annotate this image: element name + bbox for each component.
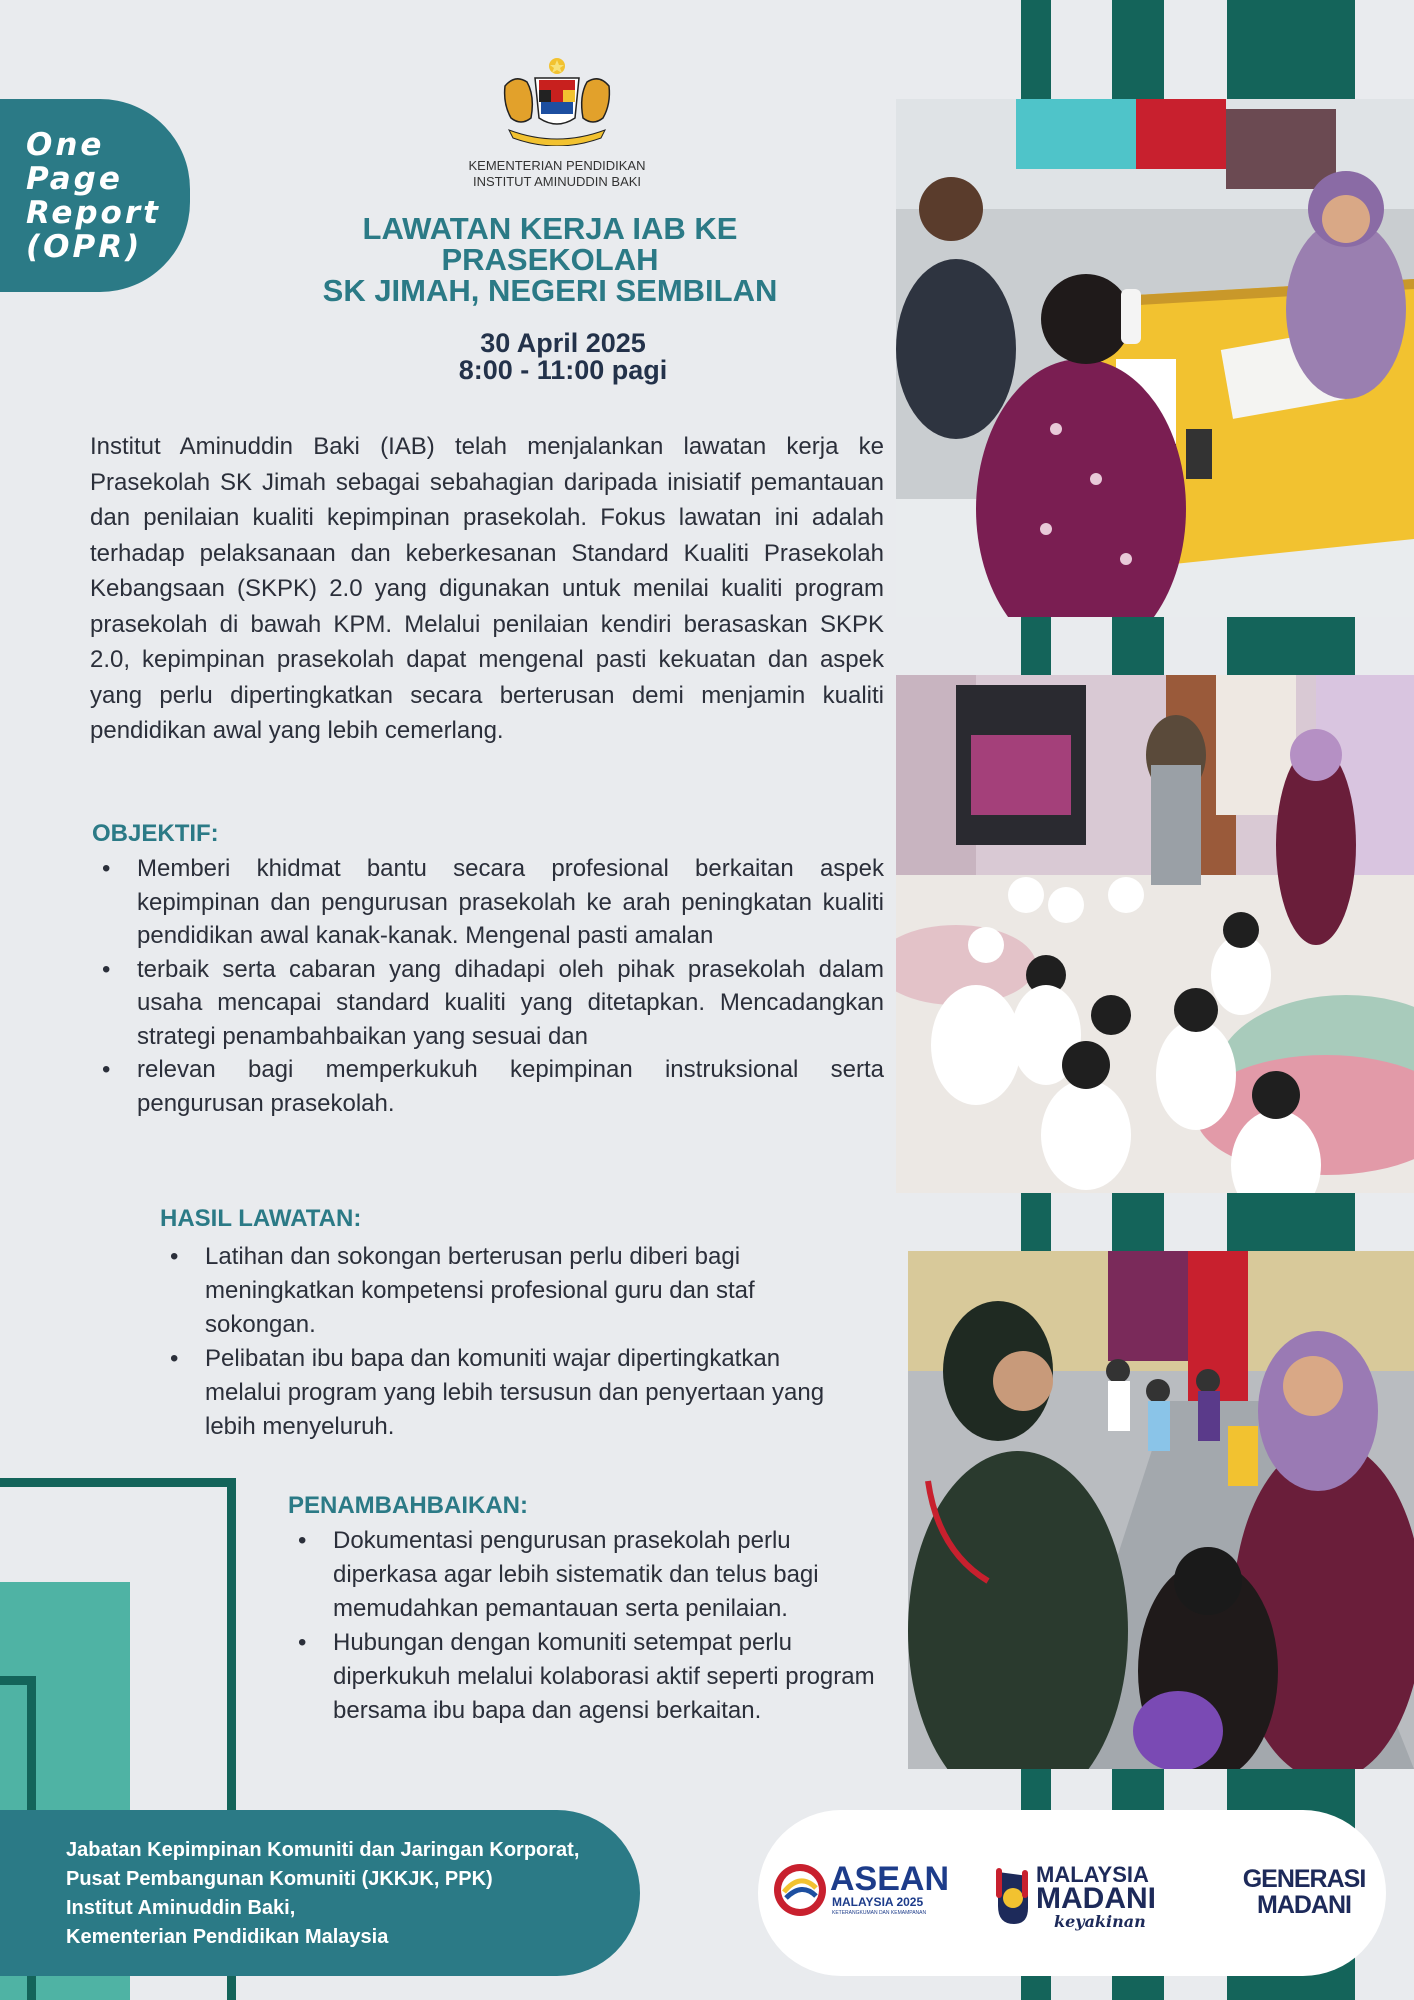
objektif-heading: OBJEKTIF:: [92, 820, 219, 847]
hasil-list: [160, 1240, 860, 1444]
penambahbaikan-list: [288, 1524, 888, 1728]
hasil-heading: HASIL LAWATAN:: [160, 1205, 362, 1232]
list-item: • Latihan dan sokongan berterusan perlu diberi bagi meningkatkan kompetensi profesional guru dan staf sokongan.: [160, 1240, 860, 1342]
ministry-name: KEMENTERIAN PENDIDIKAN INSTITUT AMINUDDIN BAKI: [468, 158, 646, 189]
objektif-list: [92, 852, 884, 1120]
photo-meeting: [896, 99, 1414, 617]
photo-classroom: [896, 675, 1414, 1193]
madani-hand-icon: [992, 1862, 1032, 1926]
list-item: • Hubungan dengan komuniti setempat perlu diperkukuh melalui kolaborasi aktif seperti program bersama ibu bapa dan agensi berkaitan.: [288, 1626, 888, 1728]
photo-greeting: [908, 1251, 1414, 1769]
list-item: • relevan bagi memperkukuh kepimpinan instruksional serta pengurusan prasekolah.: [92, 1053, 884, 1120]
asean-malaysia-logo: ASEAN MALAYSIA 2025 KETERANGKUMAN DAN KEMAMPANAN: [772, 1860, 936, 1930]
visit-date: 30 April 2025 8:00 - 11:00 pagi: [458, 328, 668, 385]
malaysia-madani-logo: MALAYSIA MADANI keyakinan: [992, 1858, 1168, 1934]
opr-badge-text: One Page Report (OPR): [26, 127, 161, 265]
list-item: • Memberi khidmat bantu secara profesional berkaitan aspek kepimpinan dan pengurusan prasekolah ke arah peningkatan kualiti pendidikan awal kanak-kanak. Mengenal pasti amalan: [92, 852, 884, 953]
list-item: • Dokumentasi pengurusan prasekolah perlu diperkasa agar lebih sistematik dan telus bagi memudahkan pemantauan serta penilaian.: [288, 1524, 888, 1626]
malaysia-coat-of-arms-icon: [495, 56, 619, 146]
list-item: • Pelibatan ibu bapa dan komuniti wajar dipertingkatkan melalui program yang lebih tersusun dan penyertaan yang lebih menyeluruh.: [160, 1342, 860, 1444]
page-title: LAWATAN KERJA IAB KE PRASEKOLAH SK JIMAH, NEGERI SEMBILAN: [322, 211, 778, 308]
list-item: • terbaik serta cabaran yang dihadapi oleh pihak prasekolah dalam usaha mencapai standard kualiti yang ditetapkan. Mencadangkan strategi penambahbaikan yang sesuai dan: [92, 953, 884, 1054]
asean-swirl-icon: [772, 1862, 828, 1918]
penambahbaikan-heading: PENAMBAHBAIKAN:: [288, 1492, 528, 1519]
generasi-madani-logo: GENERASI MADANI: [1242, 1865, 1366, 1919]
intro-paragraph: Institut Aminuddin Baki (IAB) telah menjalankan lawatan kerja ke Prasekolah SK Jimah sebagai sebahagian daripada inisiatif pemantauan dan penilaian kualiti kepimpinan prasekolah. Fokus lawatan ini adalah terhadap pelaksanaan dan keberkesanan Standard Kualiti Prasekolah Kebangsaan (SKPK) 2.0 yang digunakan untuk menilai kualiti program prasekolah di bawah KPM. Melalui penilaian kendiri berasaskan SKPK 2.0, kepimpinan prasekolah dapat mengenal pasti kekuatan dan aspek yang perlu dipertingkatkan secara berterusan demi menjamin kualiti pendidikan awal yang lebih cemerlang.: [90, 433, 884, 744]
footer-department-text: Jabatan Kepimpinan Komuniti dan Jaringan Korporat, Pusat Pembangunan Komuniti (JKKJK, PPK) Institut Aminuddin Baki, Kementerian Pendidikan Malaysia: [66, 1839, 580, 1948]
